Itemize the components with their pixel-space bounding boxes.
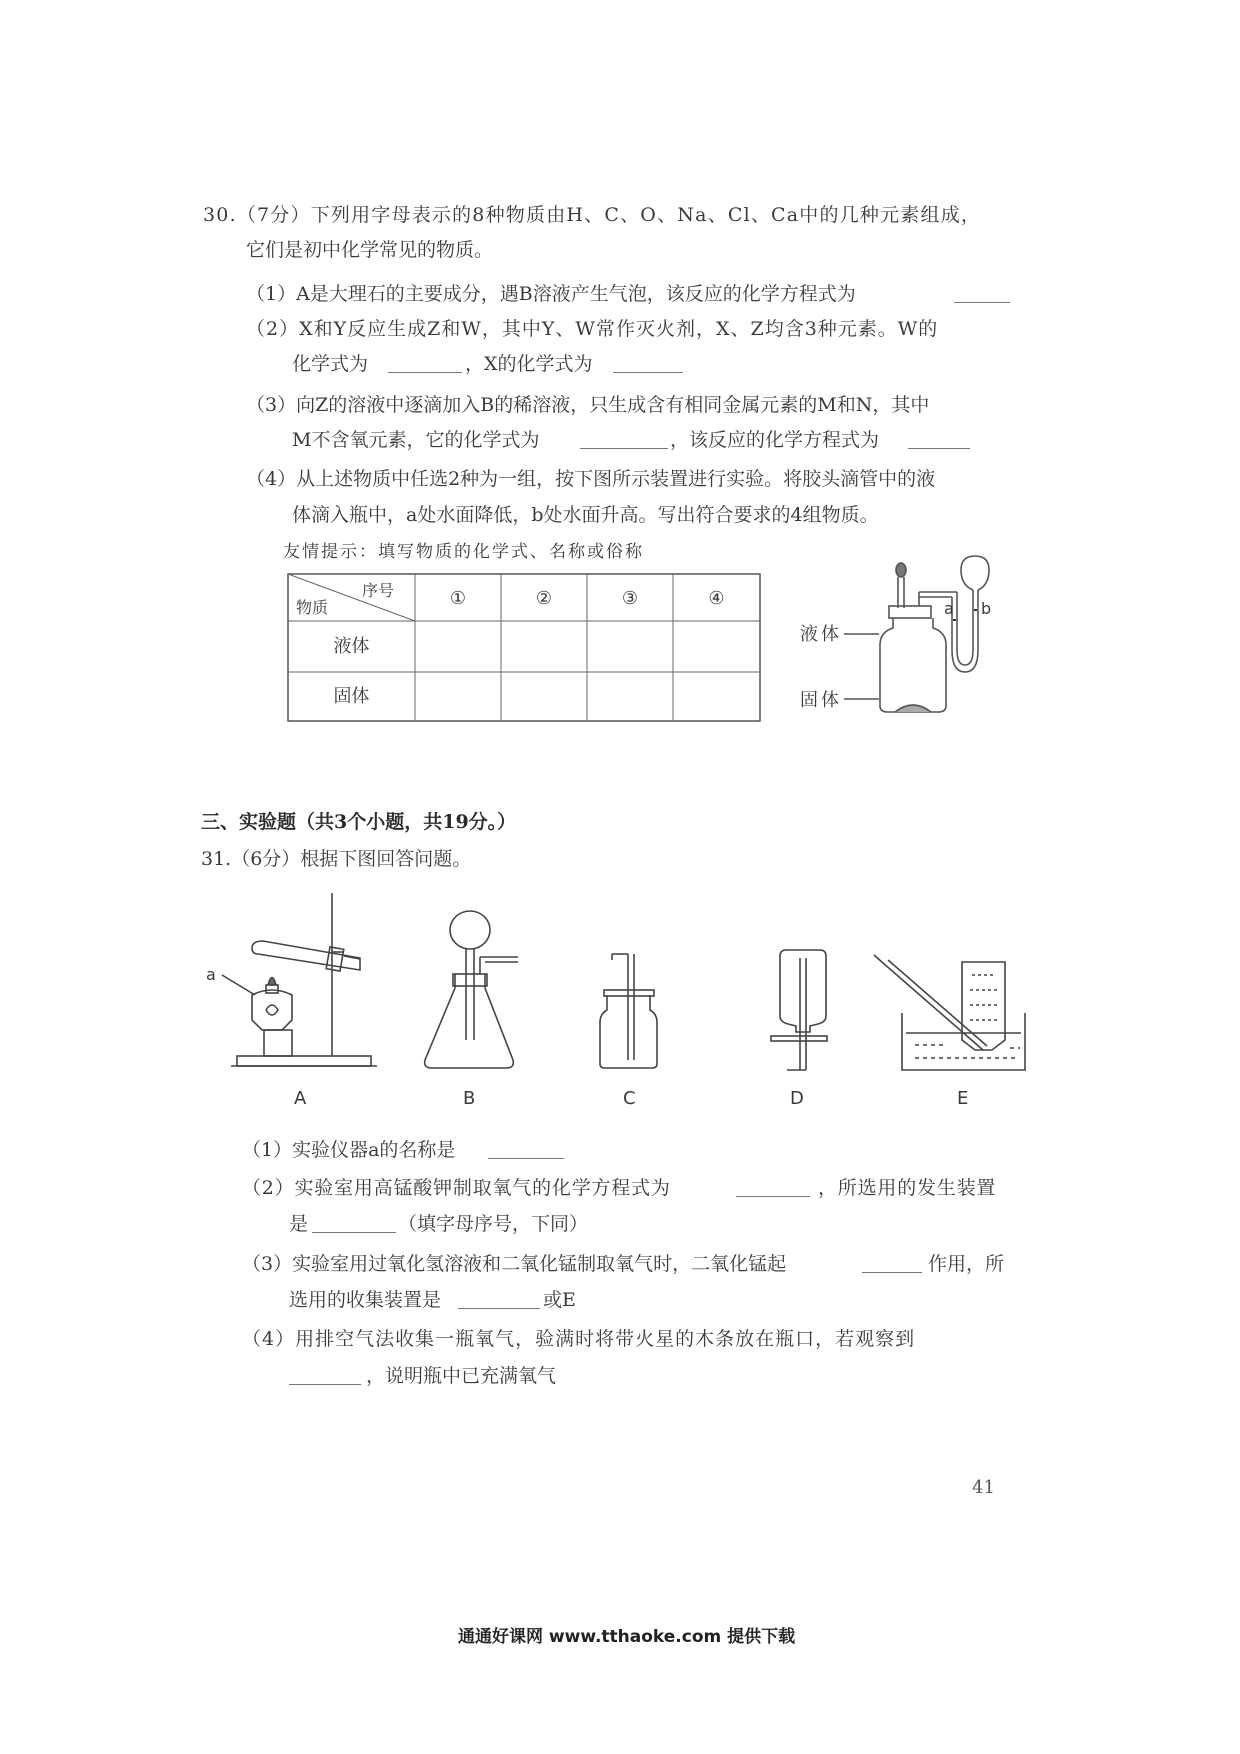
q31-part3-line2-a: 选用的收集装置是 [289,1289,442,1311]
q31-part4-blank [289,1384,361,1385]
table-col-1: ① [449,588,467,609]
q31-part3-line1-a: （3）实验室用过氧化氢溶液和二氧化锰制取氧气时，二氧化锰起 [242,1253,787,1275]
table-row-solid: 固体 [333,686,370,707]
table-col-4: ④ [708,588,725,609]
q30-label-solid: 固体 [800,690,842,711]
q31-label-a: a [206,965,216,984]
fig-label-D: D [790,1088,804,1109]
a-stand-base [237,1056,371,1066]
table-corner-bottom: 物质 [296,598,329,617]
q30-part2-line1: （2）X和Y反应生成Z和W，其中Y、W常作灭火剂，X、Z均含3种元素。W的 [246,318,939,340]
q30-label-liquid: 液体 [800,624,842,645]
q31-part4-line2: ，说明瓶中已充满氧气 [366,1365,557,1387]
q31-part3-blank-collect [458,1308,540,1309]
page-number: 41 [972,1477,995,1498]
q31-title: 31.（6分）根据下图回答问题。 [201,848,472,870]
q31-part2-line1-a: （2）实验室用高锰酸钾制取氧气的化学方程式为 [242,1177,671,1199]
q30-part4-line1: （4）从上述物质中任选2种为一组，按下图所示装置进行实验。将胶头滴管中的液 [246,468,936,490]
q30-part2-line2-b: ，X的化学式为 [465,353,593,375]
q30-label-a: a [944,599,954,618]
fig-label-A: A [294,1088,307,1109]
q31-part2-line2-a: 是 [289,1213,309,1235]
q31-part1-blank [488,1158,564,1159]
q30-part3-line1: （3）向Z的溶液中逐滴加入B的稀溶液，只生成含有相同金属元素的M和N，其中 [246,394,930,416]
q31-part2-line2-b: （填字母序号，下同） [398,1213,589,1235]
q30-part3-line2-a: M不含氧元素，它的化学式为 [292,429,540,451]
table-corner-top: 序号 [362,581,395,600]
q30-label-b: b [981,599,992,618]
fig-label-C: C [623,1088,636,1109]
q31-part1: （1）实验仪器a的名称是 [242,1139,456,1161]
q31-part3-line1-b: 作用，所 [928,1253,1005,1275]
table-row-liquid: 液体 [333,636,370,657]
q30-line1: 30.（7分）下列用字母表示的8种物质由H、C、O、Na、Cl、Ca中的几种元素组成， [203,204,982,226]
fig-label-B: B [463,1088,476,1109]
table-col-2: ② [535,588,553,609]
table-col-3: ③ [621,588,639,609]
q31-part2-line1-b: ，所选用的发生装置 [818,1177,997,1199]
q30-hint: 友情提示：填写物质的化学式、名称或俗称 [283,542,644,562]
q31-part2-blank-eq [736,1196,810,1197]
q30-part1: （1）A是大理石的主要成分，遇B溶液产生气泡，该反应的化学方程式为 [246,283,856,305]
q31-part3-line2-b: 或E [543,1289,576,1311]
fig-label-E: E [957,1088,969,1109]
q30-line2: 它们是初中化学常见的物质。 [246,239,494,261]
q31-part4-line1: （4）用排空气法收集一瓶氧气，验满时将带火星的木条放在瓶口，若观察到 [242,1328,916,1350]
section3-heading: 三、实验题（共3个小题，共19分。） [201,811,517,833]
q31-part3-blank-role [862,1272,922,1273]
q31-part2-blank-device [312,1232,396,1233]
q30-part2-line2-a: 化学式为 [292,353,369,375]
footer-source: 通通好课网 www.tthaoke.com 提供下载 [458,1627,796,1647]
q30-part3-line2-b: ，该反应的化学方程式为 [670,429,880,451]
q30-part4-line2: 体滴入瓶中，a处水面降低，b处水面升高。写出符合要求的4组物质。 [292,504,879,526]
